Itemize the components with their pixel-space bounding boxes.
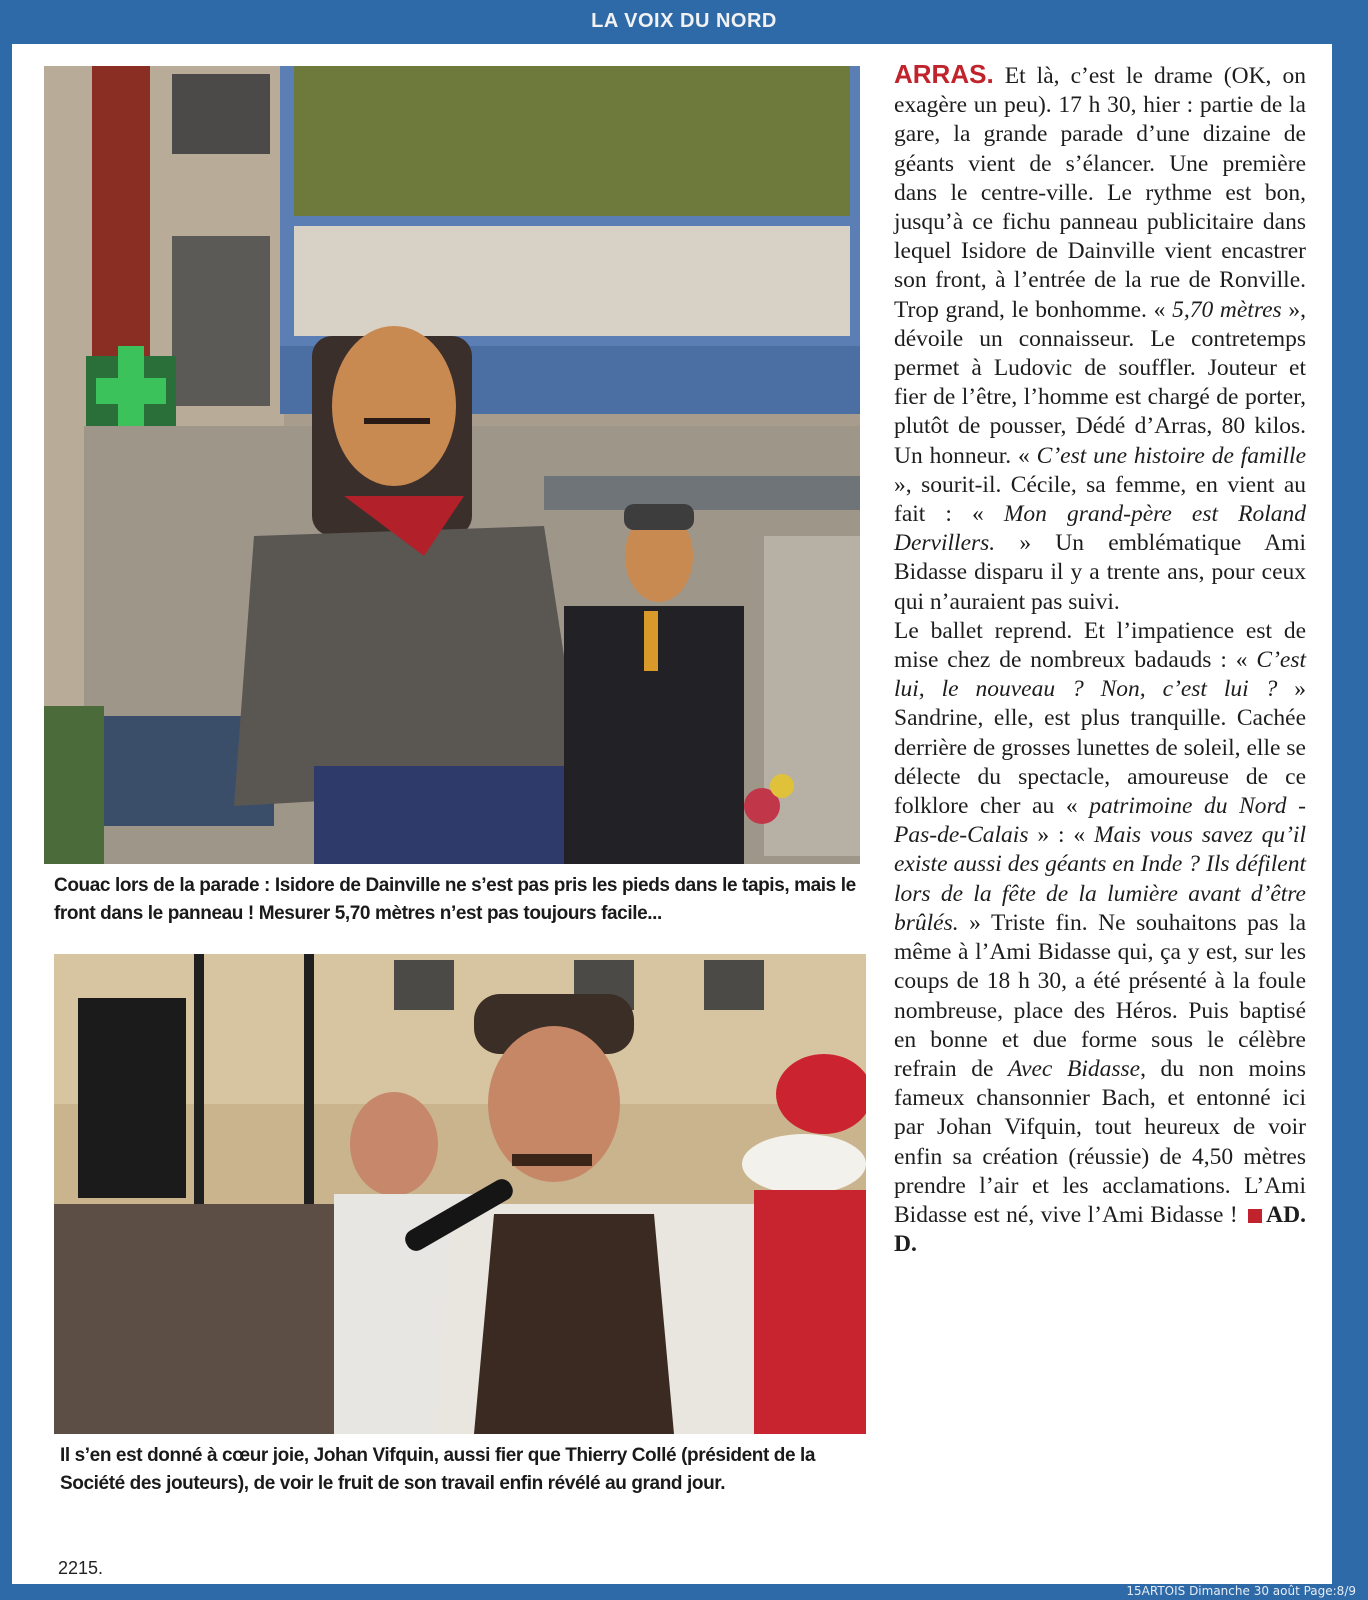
article-text: », dévoile un connaisseur. Le contretemps permet à Ludovic de souffler. Jouteur et fier de l’être, l’homme est chargé de porter, plutôt de pousser, Dédé d’Arras, 80 kilos. Un honneur. « [894,296,1307,469]
singer-microphone-photo [54,954,866,1434]
masthead-title: LA VOIX DU NORD [591,10,777,32]
parade-giants-photo [44,66,860,864]
article-text: », sourit-il. Cécile, sa femme, en vient au fait : « [894,471,1306,528]
pharmacy-cross-icon [86,346,176,436]
newspaper-page [12,44,1332,1584]
footer-info: 15ARTOIS Dimanche 30 août Page:8/9 [1126,1584,1356,1598]
article-text: » Triste fin. Ne souhaitons pas la même à l’Ami Bidasse qui, ça y est, sur les coups de 18 h 30, a été présenté à la foule nombreuse, place des Héros. Puis baptisé en bonne et due forme sous le célèbre refrain de [894,909,1306,1082]
article-quote: Mais vous savez qu’il existe aussi des géants en Inde ? Ils défilent lors de la fête de la lumière avant d’être brûlés. [894,822,1306,936]
article-signature: AD. D. [894,1201,1306,1258]
article-quote: C’est une histoire de famille [1036,442,1306,469]
singer-microphone-illustration [54,954,866,1434]
article-text: » Sandrine, elle, est plus tranquille. Cachée derrière de grosses lunettes de soleil, elle se délecte du spectacle, amoureuse de ce folklore cher au « [894,676,1307,820]
article-text: » Un emblématique Ami Bidasse disparu il y a trente ans, pour ceux qui n’auraient pas suivi. [894,530,1306,615]
article-paragraph-2 [894,617,1306,1259]
article-text: Et là, c’est le drame (OK, on exagère un peu). 17 h 30, hier : partie de la gare, la grande parade d’une dizaine de géants vient de s’élancer. Une première dans le centre-ville. Le rythme est bon, jusqu’à ce fichu panneau publicitaire dans lequel Isidore de Dainville vient encastrer son front, à l’entrée de la rue de Ronville. Trop grand, le bonhomme. « [894,63,1306,323]
article-quote: C’est lui, le nouveau ? Non, c’est lui ? [894,647,1306,703]
article-quote: Avec Bidasse [1008,1055,1141,1082]
photo2-caption: Il s’en est donné à cœur joie, Johan Vifquin, aussi fier que Thierry Collé (président de la Société des jouteurs), de voir le fruit de son travail enfin révélé au grand jour. [60,1445,816,1494]
article-text: » : « [1028,822,1094,849]
article-text: , du non moins fameux chansonnier Bach, et entonné ici par Johan Vifquin, tout heureux de voir enfin sa création (réussie) de 4,50 mètres prendre l’air et les acclamations. L’Ami Bidasse est né, vive l’Ami Bidasse ! [894,1055,1306,1228]
article-text: Le ballet reprend. Et l’impatience est de mise chez de nombreux badauds : « [894,617,1306,674]
article-quote: Mon grand-père est Roland Dervillers. [894,501,1307,557]
end-mark-icon [1248,1209,1262,1223]
parade-giants-illustration [44,66,860,864]
article-quote: patrimoine du Nord - Pas-de-Calais [894,793,1306,849]
article-dateline: ARRAS. [894,59,994,89]
photo1-caption: Couac lors de la parade : Isidore de Dainville ne s’est pas pris les pieds dans le tapis, mais le front dans le panneau ! Mesurer 5,70 mètres n’est pas toujours facile... [54,875,856,924]
article-quote: 5,70 mètres [1172,296,1282,323]
article-paragraph-1 [894,60,1306,617]
article-body [894,60,1306,1259]
page-number: 2215. [58,1558,104,1578]
